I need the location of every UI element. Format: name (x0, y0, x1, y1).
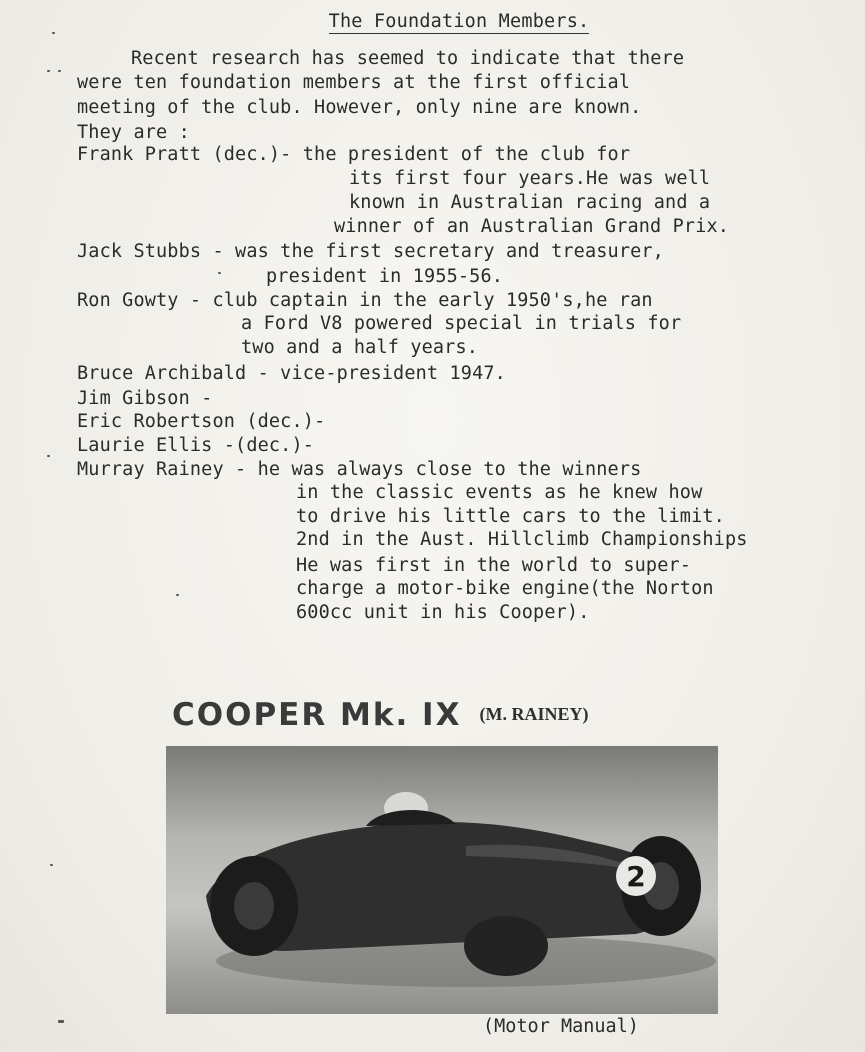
text-line: in the classic events as he knew how (296, 482, 703, 503)
title-text: The Foundation Members. (328, 11, 590, 32)
text-line: were ten foundation members at the first official (77, 72, 631, 93)
car-illustration (166, 746, 718, 1014)
front-left-wheel (464, 916, 548, 976)
text-line: They are : (77, 122, 190, 143)
text-line: He was first in the world to super- (296, 555, 692, 576)
paper-speck (47, 70, 50, 72)
member-murray-rainey: Murray Rainey - he was always close to the winners (77, 459, 642, 480)
text-line: two and a half years. (241, 337, 479, 358)
source-caption: (Motor Manual) (483, 1016, 639, 1037)
text-line: its first four years.He was well (349, 168, 711, 189)
member-laurie-ellis: Laurie Ellis -(dec.)- (77, 435, 315, 456)
text-line: charge a motor-bike engine(the Norton (296, 578, 714, 599)
member-eric-robertson: Eric Robertson (dec.)- (77, 411, 326, 432)
member-ron-gowty: Ron Gowty - club captain in the early 1950's,he ran (77, 290, 653, 311)
paper-speck (58, 1020, 64, 1023)
member-jim-gibson: Jim Gibson - (77, 388, 213, 409)
member-bruce-archibald: Bruce Archibald - vice-president 1947. (77, 363, 506, 384)
clipping-heading (172, 697, 588, 733)
clipping-title: COOPER Mk. IX (172, 697, 462, 733)
paper-speck (176, 594, 179, 596)
clipping-subtitle: (M. RAINEY) (479, 704, 589, 724)
paper-speck (47, 455, 50, 457)
paper-speck (50, 864, 53, 866)
text-line: winner of an Australian Grand Prix. (334, 216, 730, 237)
text-line: 600cc unit in his Cooper). (296, 602, 590, 623)
paper-speck (52, 32, 55, 34)
text-line: to drive his little cars to the limit. (296, 506, 725, 527)
text-line: a Ford V8 powered special in trials for (241, 313, 682, 334)
paper-speck (58, 70, 61, 72)
text-line: known in Australian racing and a (349, 192, 711, 213)
car-number: 2 (626, 860, 646, 893)
text-line: Recent research has seemed to indicate that there (131, 48, 685, 69)
member-frank-pratt: Frank Pratt (dec.)- the president of the club for (77, 144, 631, 165)
paper-speck (218, 272, 221, 274)
member-jack-stubbs: Jack Stubbs - was the first secretary and treasurer, (77, 241, 664, 262)
rear-hub (234, 882, 274, 930)
text-line: 2nd in the Aust. Hillclimb Championships (296, 529, 748, 550)
text-line: meeting of the club. However, only nine are known. (77, 97, 642, 118)
page-title (0, 11, 865, 32)
racing-car-photo (166, 746, 718, 1014)
text-line: president in 1955-56. (266, 266, 504, 287)
